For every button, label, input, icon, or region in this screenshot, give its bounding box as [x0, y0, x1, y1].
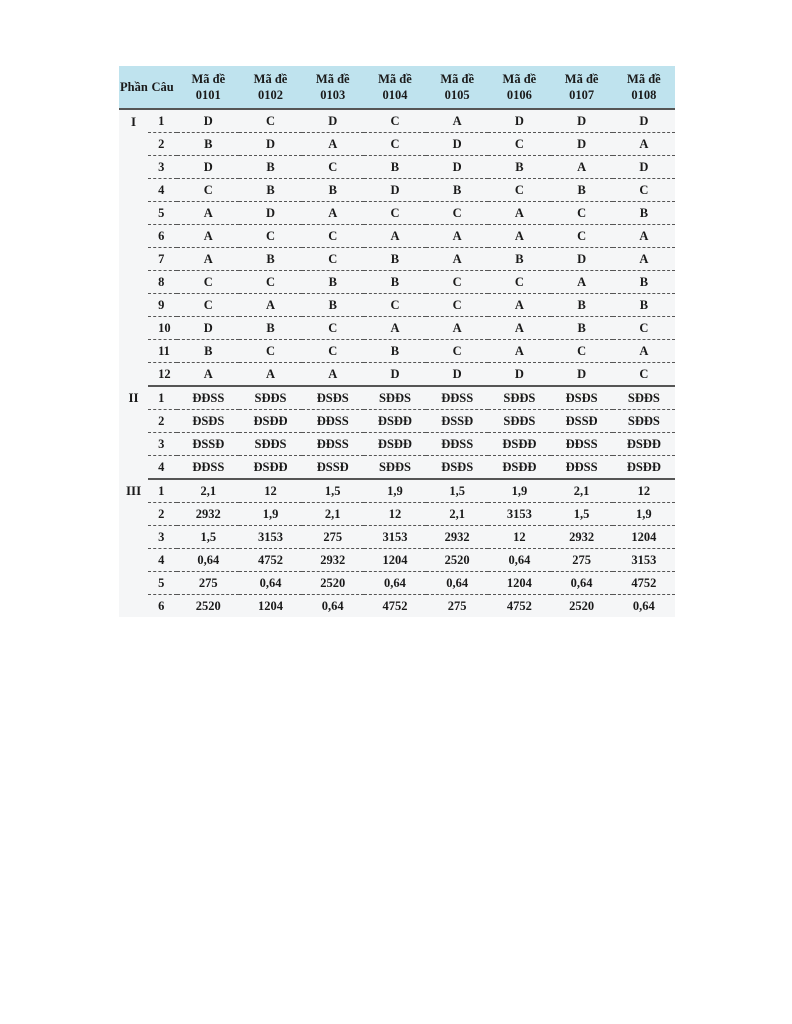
answer-cell: B — [302, 179, 364, 202]
question-number: 2 — [148, 410, 177, 433]
answer-cell: B — [551, 294, 613, 317]
answer-cell: 12 — [364, 503, 426, 526]
question-number: 5 — [148, 202, 177, 225]
table-row — [119, 503, 675, 526]
answer-cell: B — [488, 156, 550, 179]
question-number: 4 — [148, 456, 177, 480]
answer-cell: SĐĐS — [364, 386, 426, 410]
answer-cell: 3153 — [364, 526, 426, 549]
answer-cell: 2932 — [426, 526, 488, 549]
question-number: 10 — [148, 317, 177, 340]
answer-cell: C — [613, 363, 675, 387]
answer-cell: B — [364, 248, 426, 271]
table-row — [119, 572, 675, 595]
answer-cell: B — [177, 340, 239, 363]
answer-cell: C — [488, 133, 550, 156]
answer-cell: SĐĐS — [364, 456, 426, 480]
question-number: 1 — [148, 386, 177, 410]
table-row — [119, 386, 675, 410]
answer-cell: 4752 — [382, 598, 408, 613]
question-number: 6 — [148, 225, 177, 248]
answer-cell: SĐĐS — [613, 386, 675, 410]
question-number: 1 — [148, 479, 177, 503]
answer-cell: B — [551, 317, 613, 340]
answer-cell: SĐĐS — [239, 433, 301, 456]
question-number: 7 — [148, 248, 177, 271]
answer-cell: A — [177, 202, 239, 225]
answer-cell: C — [302, 340, 364, 363]
answer-cell: B — [364, 340, 426, 363]
answer-cell: C — [302, 248, 364, 271]
answer-cell: C — [426, 271, 488, 294]
answer-cell: SĐĐS — [239, 386, 301, 410]
answer-cell: C — [364, 109, 426, 133]
answer-cell: D — [177, 156, 239, 179]
answer-cell: ĐSĐS — [426, 456, 488, 480]
answer-cell: C — [364, 294, 426, 317]
answer-cell: A — [488, 294, 550, 317]
answer-cell: ĐSĐS — [551, 386, 613, 410]
answer-cell: A — [613, 248, 675, 271]
question-number: 12 — [148, 363, 177, 387]
answer-cell: 0,64 — [551, 572, 613, 595]
question-number: 2 — [148, 503, 177, 526]
answer-cell: 2,1 — [177, 479, 239, 503]
answer-cell: 0,64 — [364, 572, 426, 595]
answer-cell: SĐĐS — [613, 410, 675, 433]
answer-cell: 3153 — [488, 503, 550, 526]
answer-cell: C — [302, 317, 364, 340]
answer-cell: A — [239, 363, 301, 387]
answer-cell: B — [426, 179, 488, 202]
answer-cell: C — [613, 179, 675, 202]
answer-cell: A — [426, 317, 488, 340]
answer-cell: A — [613, 133, 675, 156]
answer-cell: SĐĐS — [488, 410, 550, 433]
table-row — [119, 133, 675, 156]
answer-cell: A — [364, 317, 426, 340]
answer-cell: C — [239, 271, 301, 294]
answer-cell: ĐSĐĐ — [239, 456, 301, 480]
table-row — [119, 363, 675, 387]
answer-cell: A — [488, 317, 550, 340]
answer-cell: C — [613, 317, 675, 340]
answer-cell: A — [302, 202, 364, 225]
table-row — [119, 456, 675, 480]
answer-cell: 1,9 — [364, 479, 426, 503]
answer-cell: C — [551, 202, 613, 225]
answer-cell: 2520 — [302, 572, 364, 595]
answer-cell: D — [551, 248, 613, 271]
answer-cell: ĐSSĐ — [426, 410, 488, 433]
answer-cell: B — [239, 248, 301, 271]
answer-cell: ĐSĐĐ — [488, 456, 550, 480]
answer-cell: 1204 — [613, 526, 675, 549]
table-row — [119, 109, 675, 133]
table-row — [119, 225, 675, 248]
answer-cell: D — [488, 363, 550, 387]
answer-cell: ĐSSĐ — [302, 456, 364, 480]
answer-cell: 2520 — [426, 549, 488, 572]
table-row — [119, 156, 675, 179]
answer-cell: C — [426, 202, 488, 225]
answer-cell: 0,64 — [177, 549, 239, 572]
exam-code-header: Mã đề 0105 — [426, 66, 488, 109]
answer-cell: ĐĐSS — [551, 433, 613, 456]
answer-cell: 275 — [302, 526, 364, 549]
exam-code-header: Mã đề 0102 — [239, 66, 301, 109]
answer-cell: 2520 — [195, 598, 221, 613]
answer-cell: 2932 — [177, 503, 239, 526]
answer-cell: D — [551, 109, 613, 133]
answer-cell: C — [364, 133, 426, 156]
answer-cell: ĐSSĐ — [551, 410, 613, 433]
table-row — [119, 317, 675, 340]
answer-cell: 12 — [239, 479, 301, 503]
answer-cell: 2932 — [302, 549, 364, 572]
answer-cell: 4752 — [506, 598, 532, 613]
answer-cell: ĐSĐĐ — [488, 433, 550, 456]
answer-cell: A — [177, 225, 239, 248]
answer-cell: D — [177, 317, 239, 340]
question-number: 4 — [148, 179, 177, 202]
table-row — [119, 549, 675, 572]
answer-cell: A — [177, 363, 239, 387]
part-label: I — [131, 114, 137, 129]
answer-cell: 12 — [488, 526, 550, 549]
answer-cell: C — [302, 225, 364, 248]
answer-cell: D — [239, 133, 301, 156]
exam-code-header: Mã đề 0107 — [551, 66, 613, 109]
answer-cell: ĐSĐS — [177, 410, 239, 433]
answer-cell: ĐĐSS — [302, 433, 364, 456]
answer-cell: 0,64 — [239, 572, 301, 595]
answer-cell: B — [239, 179, 301, 202]
answer-cell: 275 — [177, 572, 239, 595]
answer-cell: A — [613, 225, 675, 248]
answer-cell: 1,5 — [551, 503, 613, 526]
answer-cell: D — [613, 109, 675, 133]
part-label: III — [125, 483, 142, 498]
answer-cell: A — [426, 109, 488, 133]
table-row — [119, 410, 675, 433]
answer-cell: 0,64 — [488, 549, 550, 572]
answer-cell: 12 — [613, 479, 675, 503]
answer-cell: ĐSĐS — [302, 386, 364, 410]
answer-cell: 1,5 — [426, 479, 488, 503]
answer-cell: A — [488, 340, 550, 363]
answer-cell: 0,64 — [632, 598, 655, 613]
answer-cell: 1204 — [364, 549, 426, 572]
answer-cell: C — [551, 340, 613, 363]
answer-cell: ĐSSĐ — [177, 433, 239, 456]
answer-cell: 0,64 — [321, 598, 344, 613]
answer-cell: C — [551, 225, 613, 248]
answer-cell: C — [426, 340, 488, 363]
question-number: 3 — [148, 156, 177, 179]
table-row — [119, 340, 675, 363]
answer-cell: 2,1 — [551, 479, 613, 503]
question-number: 9 — [148, 294, 177, 317]
answer-cell: 275 — [447, 598, 467, 613]
answer-cell: D — [426, 363, 488, 387]
answer-cell: ĐSĐĐ — [364, 410, 426, 433]
answer-cell: A — [551, 271, 613, 294]
exam-code-header: Mã đề 0106 — [488, 66, 550, 109]
answer-cell: ĐĐSS — [426, 386, 488, 410]
answer-cell: D — [364, 179, 426, 202]
answer-cell: C — [302, 156, 364, 179]
answer-cell: C — [426, 294, 488, 317]
answer-cell: ĐĐSS — [551, 456, 613, 480]
answer-cell: B — [551, 179, 613, 202]
answer-cell: A — [488, 202, 550, 225]
answer-cell: 3153 — [613, 549, 675, 572]
answer-cell: D — [613, 156, 675, 179]
answer-cell: SĐĐS — [488, 386, 550, 410]
answer-cell: 1,9 — [613, 503, 675, 526]
answer-cell: D — [302, 109, 364, 133]
answer-cell: A — [426, 248, 488, 271]
answer-cell: A — [302, 363, 364, 387]
answer-cell: ĐSĐĐ — [613, 433, 675, 456]
table-row — [119, 179, 675, 202]
answer-key-table — [119, 66, 675, 617]
answer-cell: ĐĐSS — [177, 386, 239, 410]
question-number: 4 — [148, 549, 177, 572]
answer-cell: 4752 — [239, 549, 301, 572]
answer-cell: 2,1 — [426, 503, 488, 526]
answer-cell: B — [613, 202, 675, 225]
question-number: 2 — [148, 133, 177, 156]
answer-cell: B — [239, 317, 301, 340]
answer-cell: 1204 — [488, 572, 550, 595]
table-row — [119, 595, 675, 618]
answer-cell: 2,1 — [302, 503, 364, 526]
answer-cell: A — [177, 248, 239, 271]
answer-cell: 275 — [551, 549, 613, 572]
answer-cell: B — [177, 133, 239, 156]
exam-code-header: Mã đề 0101 — [177, 66, 239, 109]
answer-cell: C — [177, 294, 239, 317]
answer-cell: 4752 — [613, 572, 675, 595]
answer-cell: C — [239, 340, 301, 363]
exam-code-header: Mã đề 0103 — [302, 66, 364, 109]
answer-cell: 0,64 — [426, 572, 488, 595]
answer-cell: C — [239, 109, 301, 133]
question-header: Câu — [148, 66, 177, 109]
question-number: 8 — [148, 271, 177, 294]
part-header: Phần — [119, 66, 148, 109]
answer-cell: ĐSĐĐ — [239, 410, 301, 433]
answer-cell: 1,9 — [488, 479, 550, 503]
answer-cell: C — [364, 202, 426, 225]
answer-cell: D — [551, 133, 613, 156]
answer-cell: A — [302, 133, 364, 156]
answer-cell: 1,5 — [177, 526, 239, 549]
answer-cell: A — [364, 225, 426, 248]
answer-cell: B — [302, 271, 364, 294]
question-number: 11 — [148, 340, 177, 363]
exam-code-header: Mã đề 0104 — [364, 66, 426, 109]
table-row — [119, 526, 675, 549]
answer-cell: A — [426, 225, 488, 248]
answer-cell: C — [177, 179, 239, 202]
answer-cell: A — [488, 225, 550, 248]
header-row — [119, 66, 675, 109]
answer-cell: 2520 — [569, 598, 595, 613]
exam-code-header: Mã đề 0108 — [613, 66, 675, 109]
answer-cell: D — [239, 202, 301, 225]
table-row — [119, 271, 675, 294]
answer-cell: A — [239, 294, 301, 317]
table-row — [119, 294, 675, 317]
answer-cell: C — [488, 179, 550, 202]
table-row — [119, 479, 675, 503]
answer-cell: B — [239, 156, 301, 179]
answer-cell: D — [426, 133, 488, 156]
answer-cell: D — [488, 109, 550, 133]
answer-cell: 1,9 — [239, 503, 301, 526]
question-number: 6 — [158, 598, 165, 613]
answer-cell: 1,5 — [302, 479, 364, 503]
answer-cell: C — [488, 271, 550, 294]
answer-cell: B — [613, 294, 675, 317]
answer-cell: D — [426, 156, 488, 179]
table-row — [119, 248, 675, 271]
answer-cell: B — [488, 248, 550, 271]
question-number: 1 — [148, 109, 177, 133]
table-row — [119, 433, 675, 456]
answer-cell: B — [302, 294, 364, 317]
table-row — [119, 202, 675, 225]
answer-cell: ĐĐSS — [177, 456, 239, 480]
question-number: 3 — [148, 433, 177, 456]
question-number: 3 — [148, 526, 177, 549]
answer-cell: ĐĐSS — [426, 433, 488, 456]
answer-cell: 3153 — [239, 526, 301, 549]
answer-cell: 1204 — [258, 598, 284, 613]
answer-cell: B — [613, 271, 675, 294]
answer-cell: A — [551, 156, 613, 179]
answer-cell: D — [364, 363, 426, 387]
answer-cell: ĐĐSS — [302, 410, 364, 433]
answer-cell: D — [177, 109, 239, 133]
answer-cell: C — [177, 271, 239, 294]
part-label: II — [128, 390, 139, 405]
answer-cell: B — [364, 156, 426, 179]
answer-cell: A — [613, 340, 675, 363]
question-number: 5 — [148, 572, 177, 595]
answer-table-body — [119, 109, 675, 617]
answer-cell: ĐSĐĐ — [364, 433, 426, 456]
answer-cell: ĐSĐĐ — [613, 456, 675, 480]
answer-cell: D — [551, 363, 613, 387]
answer-cell: 2932 — [551, 526, 613, 549]
answer-cell: C — [239, 225, 301, 248]
answer-cell: B — [364, 271, 426, 294]
